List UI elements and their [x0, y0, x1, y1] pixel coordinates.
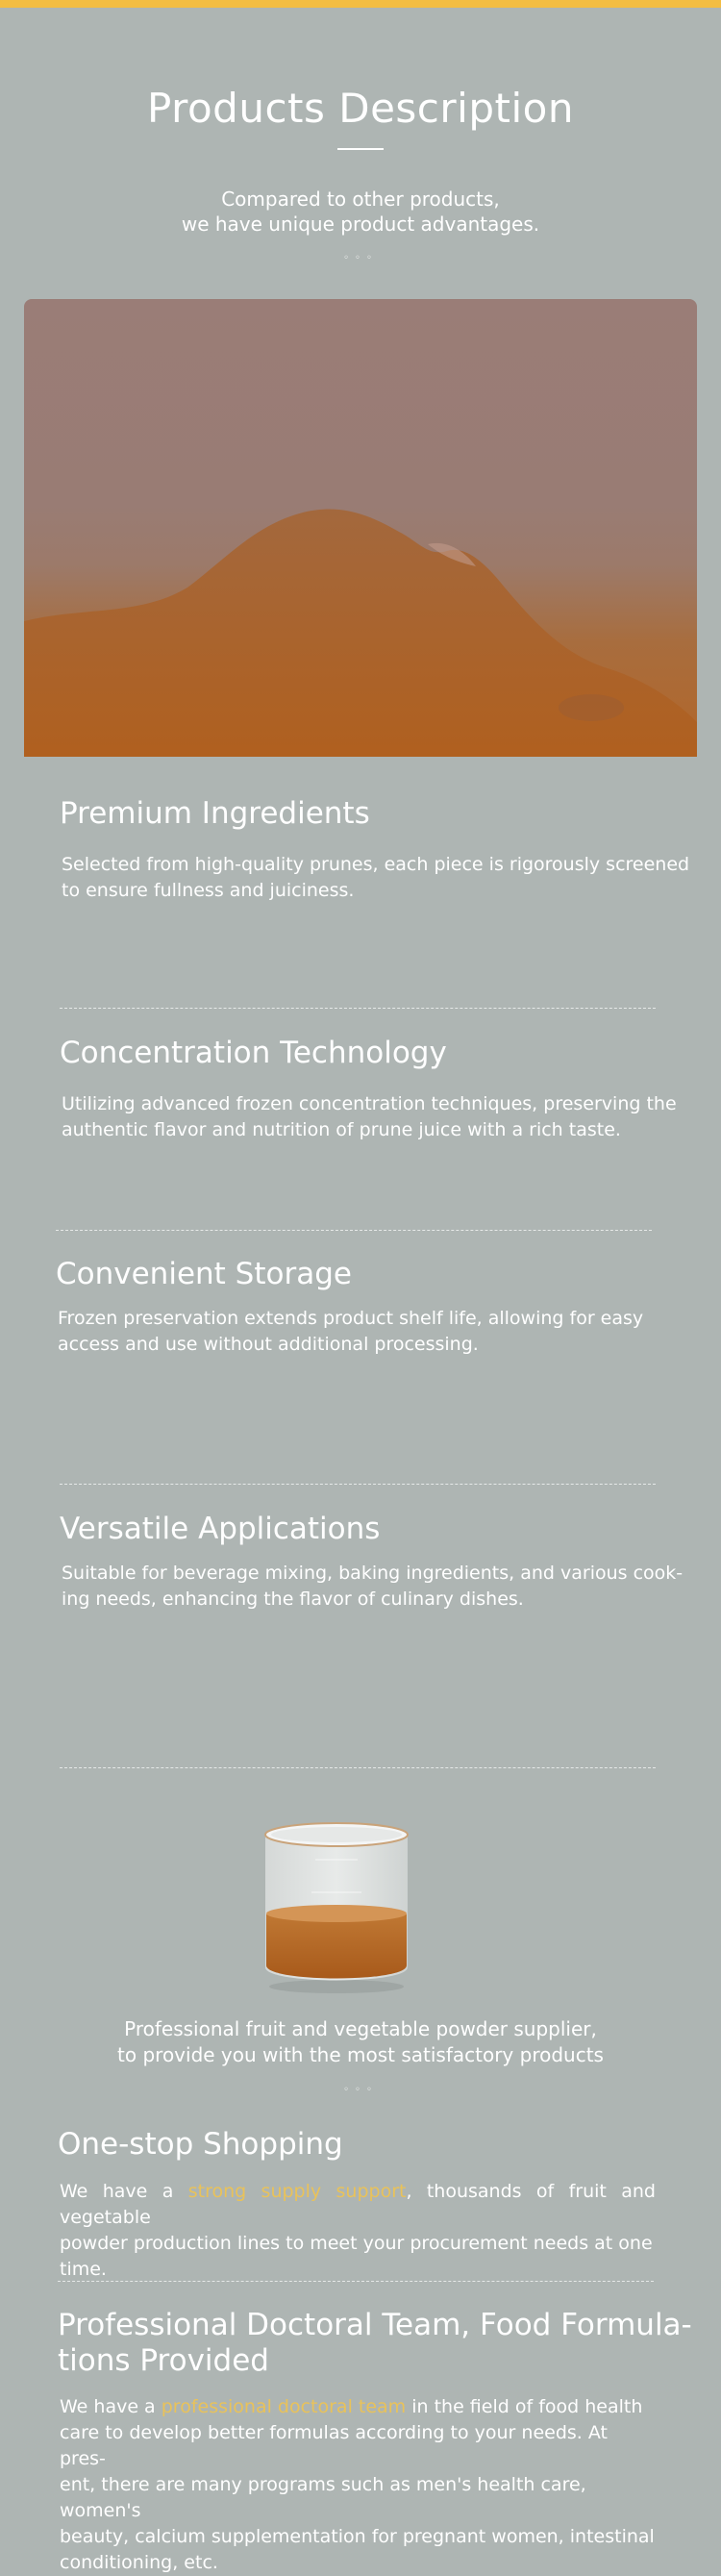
subtitle-line: we have unique product advantages. [181, 213, 540, 236]
juice-jar-image [258, 1813, 415, 1996]
section-divider [60, 1484, 656, 1485]
feature-title-concentration-technology: Concentration Technology [60, 1036, 447, 1070]
feature-text-line: Utilizing advanced frozen concentration techniques, preserving the [62, 1093, 677, 1114]
section-text-doctoral-team [60, 2394, 656, 2576]
section-divider [60, 1008, 656, 1009]
title-line: tions Provided [58, 2343, 269, 2378]
feature-text-line: Frozen preservation extends product shelf life, allowing for easy [58, 1308, 644, 1329]
section-text-line: care to develop better formulas according to your needs. At pres- [60, 2422, 608, 2469]
section-text-line: beauty, calcium supplementation for pregnant women, intestinal [60, 2526, 655, 2547]
decorative-dots: ◦◦◦ [343, 253, 378, 263]
section-text-one-stop-shopping [60, 2179, 656, 2283]
section-text-line [60, 2179, 656, 2231]
feature-text-line: ing needs, enhancing the flavor of culinary dishes. [62, 1588, 524, 1610]
feature-text-convenient-storage [58, 1306, 643, 1358]
text-span: in the field of food health [406, 2396, 643, 2417]
section-divider [60, 1767, 656, 1768]
page-subtitle [0, 187, 721, 237]
prune-powder-photo [24, 299, 697, 757]
feature-text-concentration-technology [62, 1091, 677, 1143]
feature-text-versatile-applications [62, 1561, 683, 1613]
text-span: We have a [60, 2181, 188, 2202]
section-text-line: time. [60, 2259, 107, 2280]
section-text-line: conditioning, etc. [60, 2552, 218, 2573]
top-accent-bar [0, 0, 721, 8]
feature-title-convenient-storage: Convenient Storage [56, 1257, 352, 1291]
page-title: Products Description [147, 85, 574, 132]
section-title-doctoral-team [58, 2308, 692, 2379]
subtitle-line: Compared to other products, [221, 188, 500, 211]
feature-text-line: to ensure fullness and juiciness. [62, 880, 355, 901]
feature-text-line: Selected from high-quality prunes, each piece is rigorously screened [62, 854, 690, 875]
supplier-line: Professional fruit and vegetable powder supplier, [124, 2017, 597, 2040]
text-span: , thousands of fruit and vegetable [60, 2181, 656, 2228]
section-title-one-stop-shopping: One-stop Shopping [58, 2127, 343, 2162]
feature-text-line: access and use without additional processing. [58, 1334, 479, 1355]
title-line: Professional Doctoral Team, Food Formula- [58, 2308, 692, 2342]
decorative-dots: ◦◦◦ [343, 2085, 378, 2095]
section-text-line: ent, there are many programs such as men's health care, women's [60, 2474, 586, 2521]
highlight-professional-doctoral-team: professional doctoral team [161, 2396, 407, 2417]
supplier-line: to provide you with the most satisfactory products [117, 2043, 604, 2066]
feature-title-versatile-applications: Versatile Applications [60, 1512, 381, 1546]
feature-text-line: authentic flavor and nutrition of prune juice with a rich taste. [62, 1119, 621, 1140]
feature-text-premium-ingredients [62, 852, 689, 904]
section-text-line: powder production lines to meet your procurement needs at one [60, 2233, 653, 2254]
glass-jar-illustration [258, 1813, 415, 1996]
feature-title-premium-ingredients: Premium Ingredients [60, 796, 370, 831]
title-underline [337, 148, 384, 150]
section-text-line [60, 2394, 656, 2420]
feature-text-line: Suitable for beverage mixing, baking ingredients, and various cook- [62, 1563, 684, 1584]
supplier-tagline [0, 2016, 721, 2068]
section-divider [56, 1230, 652, 1231]
section-divider [58, 2281, 654, 2282]
highlight-strong-supply-support: strong supply support [187, 2181, 407, 2202]
powder-pile-image [24, 299, 697, 757]
text-span: We have a [60, 2396, 162, 2417]
